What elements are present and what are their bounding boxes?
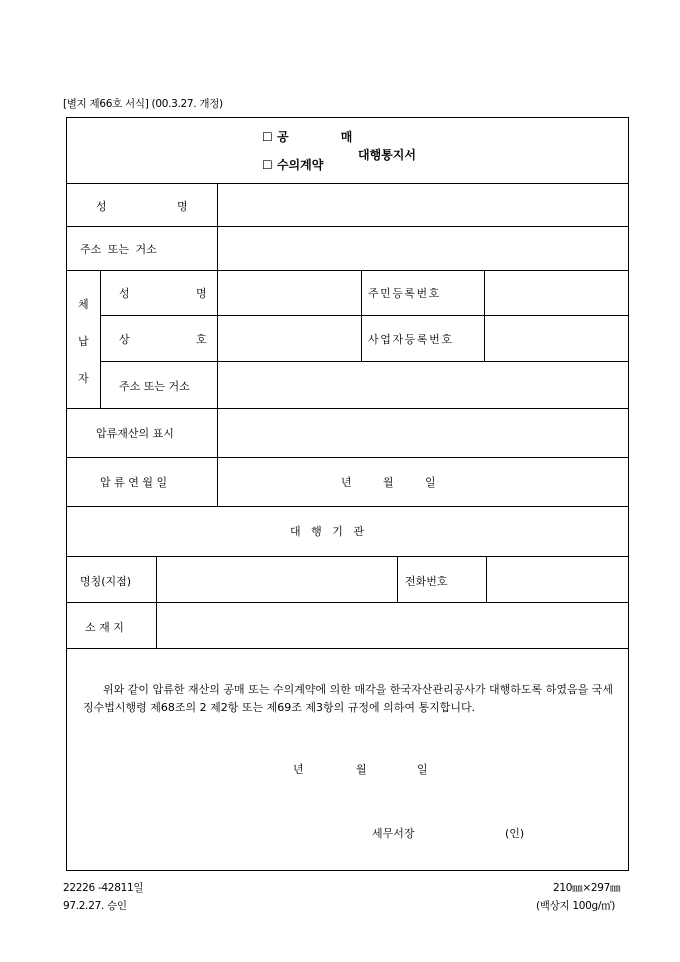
rule-name — [66, 226, 629, 227]
footer-approval: 97.2.27. 승인 — [63, 900, 127, 912]
tp-name-label-a: 성 — [119, 287, 130, 300]
notice-month: 월 — [356, 763, 367, 776]
rule-agency-header — [66, 556, 629, 557]
checkbox-icon: ☐ — [262, 158, 273, 172]
footer-paper: (백상지 100g/㎡) — [536, 900, 616, 912]
checkbox-icon: ☐ — [262, 130, 273, 144]
rule-address — [66, 270, 629, 271]
phone-label: 전화번호 — [405, 575, 448, 588]
tp-address-label: 주소 또는 거소 — [119, 380, 190, 393]
name-label-a: 성 — [96, 200, 107, 213]
rule-seized — [66, 457, 629, 458]
taxpayer-label-2: 납 — [78, 335, 89, 348]
notice-text: 위와 같이 압류한 재산의 공매 또는 수의계약에 의한 매각을 한국자산관리공사가 대행하도록 하였음을 국세징수법시행령 제68조의 2 제2항 또는 제69조 제3항의 규정에 의하여 통지합니다. — [83, 683, 613, 714]
address-label: 주소 또는 거소 — [80, 243, 157, 256]
footer-code: 22226 -42811일 — [63, 882, 144, 894]
seizure-date-label: 압 류 연 월 일 — [100, 476, 168, 489]
name-label-b: 명 — [177, 200, 188, 213]
rule-tp-name — [100, 315, 629, 316]
col-id-label-right — [484, 270, 485, 361]
notice-form-frame — [66, 117, 629, 871]
rule-trade-name — [100, 361, 629, 362]
tp-name-label-b: 명 — [196, 287, 207, 300]
rule-location — [66, 648, 629, 649]
taxpayer-label-3: 자 — [78, 372, 89, 385]
title-option-private: ☐ 수의계약 — [262, 158, 324, 172]
col-phone-left — [397, 556, 398, 602]
col-id-label-left — [361, 270, 362, 361]
rule-taxpayer — [66, 408, 629, 409]
col-phone-right — [486, 556, 487, 602]
col-label-divider — [217, 183, 218, 506]
trade-name-label-b: 호 — [196, 333, 207, 346]
resident-no-label: 주 민 등 록 번 호 — [368, 287, 439, 300]
seal-mark: (인) — [505, 827, 525, 840]
date-day: 일 — [425, 476, 436, 489]
date-year: 년 — [341, 476, 352, 489]
col-agency-divider — [156, 556, 157, 648]
footer-size: 210㎜×297㎜ — [553, 882, 621, 894]
date-month: 월 — [383, 476, 394, 489]
title-option-auction: ☐ 공 매 — [262, 130, 377, 144]
agency-header: 대 행 기 관 — [290, 525, 364, 538]
form-reference: [별지 제66호 서식] (00.3.27. 개정) — [63, 98, 223, 110]
document-title: 대행통지서 — [358, 148, 416, 162]
notice-year: 년 — [293, 763, 304, 776]
agency-name-label: 명칭(지점) — [80, 575, 132, 588]
location-label: 소 재 지 — [85, 621, 124, 634]
business-no-label: 사업자등록번호 — [368, 333, 454, 346]
rule-title — [66, 183, 629, 184]
taxpayer-label-1: 체 — [78, 298, 89, 311]
rule-agency-name — [66, 602, 629, 603]
signer-title: 세무서장 — [372, 827, 415, 840]
seized-property-label: 압류재산의 표시 — [96, 427, 174, 440]
rule-seizure-date — [66, 506, 629, 507]
trade-name-label-a: 상 — [119, 333, 130, 346]
col-taxpayer-divider — [100, 270, 101, 408]
notice-day: 일 — [417, 763, 428, 776]
